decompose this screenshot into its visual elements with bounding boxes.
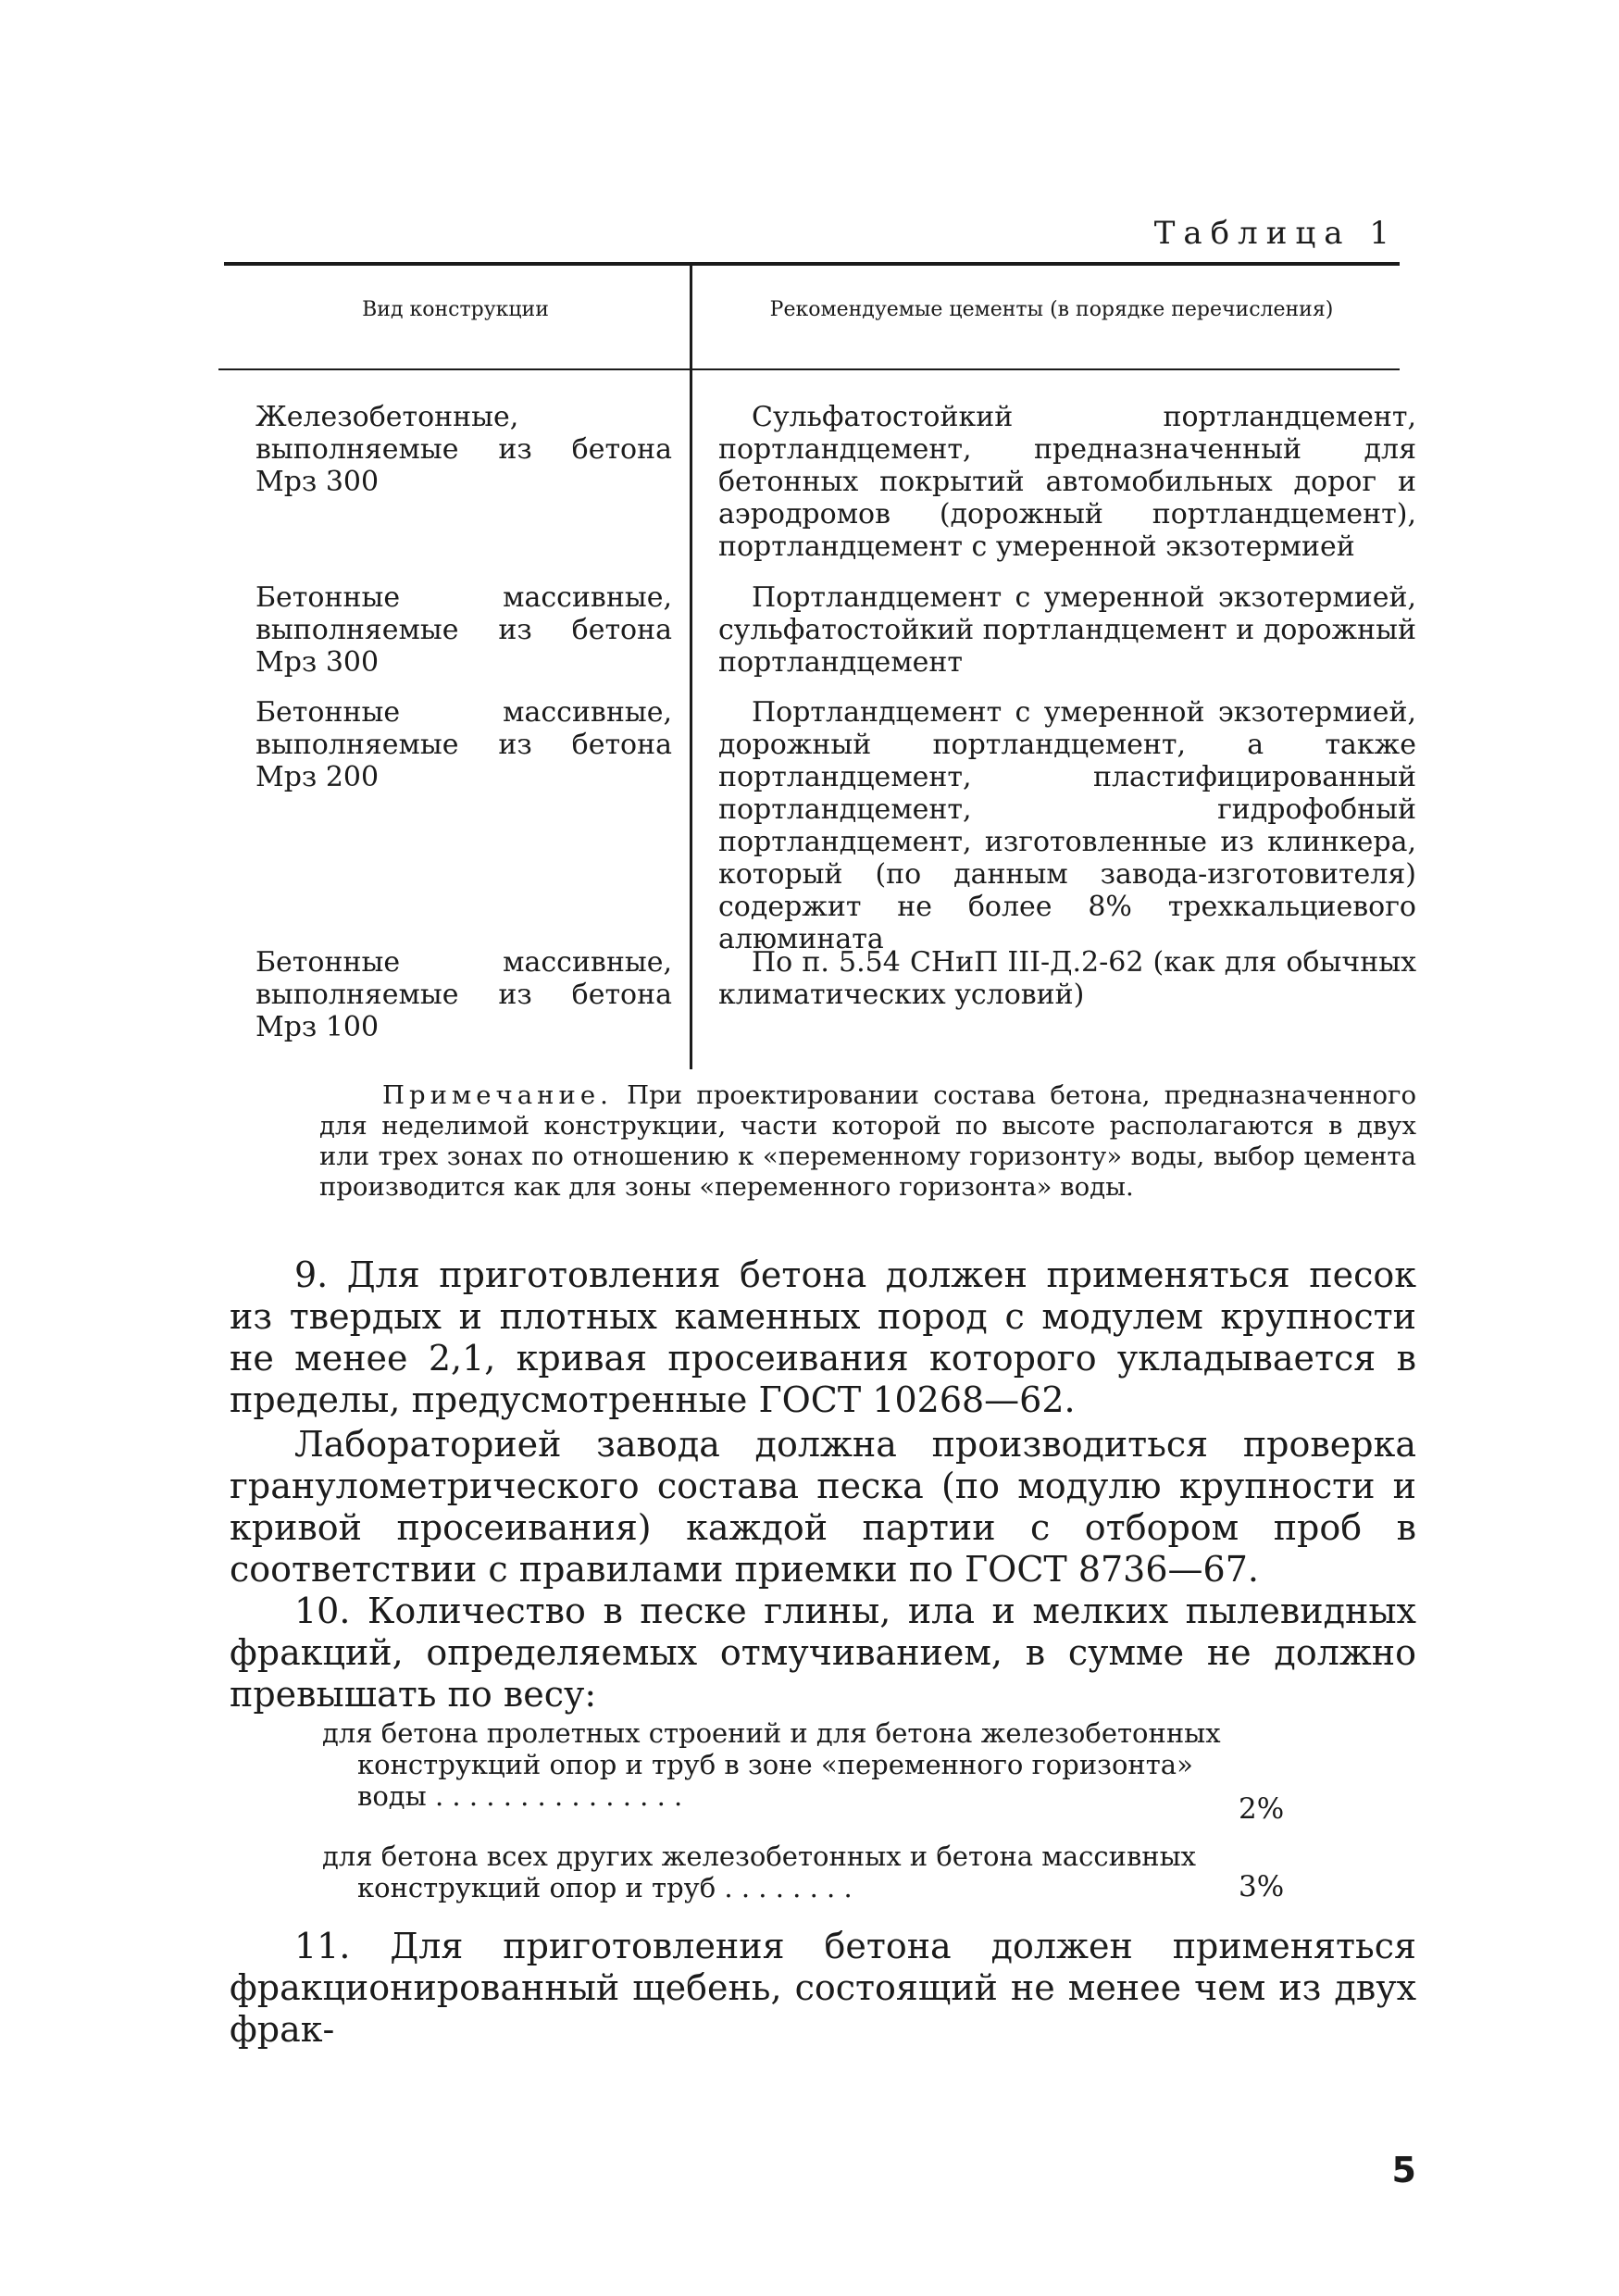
paragraph-11: 11. Для приготовления бетона должен применяться фракционированный щебень, состоящий не менее чем из двух фрак-	[230, 1926, 1416, 2050]
cements-cell: По п. 5.54 СНиП III-Д.2-62 (как для обычных климатических условий)	[718, 946, 1416, 1011]
table-note	[319, 1080, 1416, 1203]
construction-cell: Бетонные массивные, выполняемые из бетона Мрз 100	[255, 946, 672, 1043]
list-item	[322, 1717, 1257, 1812]
limit-text: для бетона всех других железобетонных и бетона массивных конструкций опор и труб . . . . . . . .	[322, 1841, 1197, 1903]
list-item	[322, 1841, 1257, 1903]
page-number: 5	[1391, 2150, 1416, 2190]
cements-cell: Портландцемент с умеренной экзотермией, дорожный портландцемент, а также портландцемент, пластифицированный портландцемент, гидрофобный портландцемент, изготовленные из клинкера, который (по данным завода-изготовителя) содержит не более 8% трехкальциевого алюмината	[718, 696, 1416, 955]
paragraph-9-continued: Лабораторией завода должна производиться проверка гранулометрического состава песка (по модулю крупности и кривой просеивания) каждой партии с отбором проб в соответствии с правилами приемки по ГОСТ 8736—67.	[230, 1424, 1416, 1590]
cements-cell: Сульфатостойкий портландцемент, портландцемент, предназначенный для бетонных покрытий автомобильных дорог и аэродромов (дорожный портландцемент), портландцемент с умеренной экзотермией	[718, 401, 1416, 563]
paragraph-9: 9. Для приготовления бетона должен применяться песок из твердых и плотных каменных пород с модулем крупности не менее 2,1, кривая просеивания которого укладывается в пределы, предусмотренные ГОСТ 10268—62.	[230, 1254, 1416, 1420]
limit-text: для бетона пролетных строений и для бетона железобетонных конструкций опор и труб в зоне «переменного горизонта» воды . . . . . . . . . . . . . . .	[322, 1717, 1221, 1812]
table-column-divider	[690, 266, 692, 1069]
column-header-construction: Вид конструкции	[362, 298, 549, 321]
note-text: При проектировании состава бетона, предназначенного для неделимой конструкции, части которой по высоте располагаются в двух или трех зонах по отношению к «переменному горизонту» воды, выбор цемента производится как для зоны «переменного горизонта» воды.	[319, 1080, 1417, 1202]
column-header-cements: Рекомендуемые цементы (в порядке перечисления)	[769, 298, 1334, 321]
table-top-rule	[224, 262, 1400, 266]
limit-value: 2%	[1239, 1792, 1285, 1826]
construction-cell: Железобетонные, выполняемые из бетона Мрз 300	[255, 401, 672, 498]
paragraph-10: 10. Количество в песке глины, ила и мелких пылевидных фракций, определяемых отмучиванием, в сумме не должно превышать по весу:	[230, 1591, 1416, 1715]
construction-cell: Бетонные массивные, выполняемые из бетона Мрз 200	[255, 696, 672, 793]
construction-cell: Бетонные массивные, выполняемые из бетона Мрз 300	[255, 581, 672, 679]
table-header-rule	[218, 368, 1400, 370]
limit-value: 3%	[1239, 1870, 1285, 1903]
note-label: Примечание.	[382, 1080, 613, 1110]
cements-cell: Портландцемент с умеренной экзотермией, сульфатостойкий портландцемент и дорожный портландцемент	[718, 581, 1416, 679]
table-caption: Таблица 1	[1153, 215, 1398, 252]
